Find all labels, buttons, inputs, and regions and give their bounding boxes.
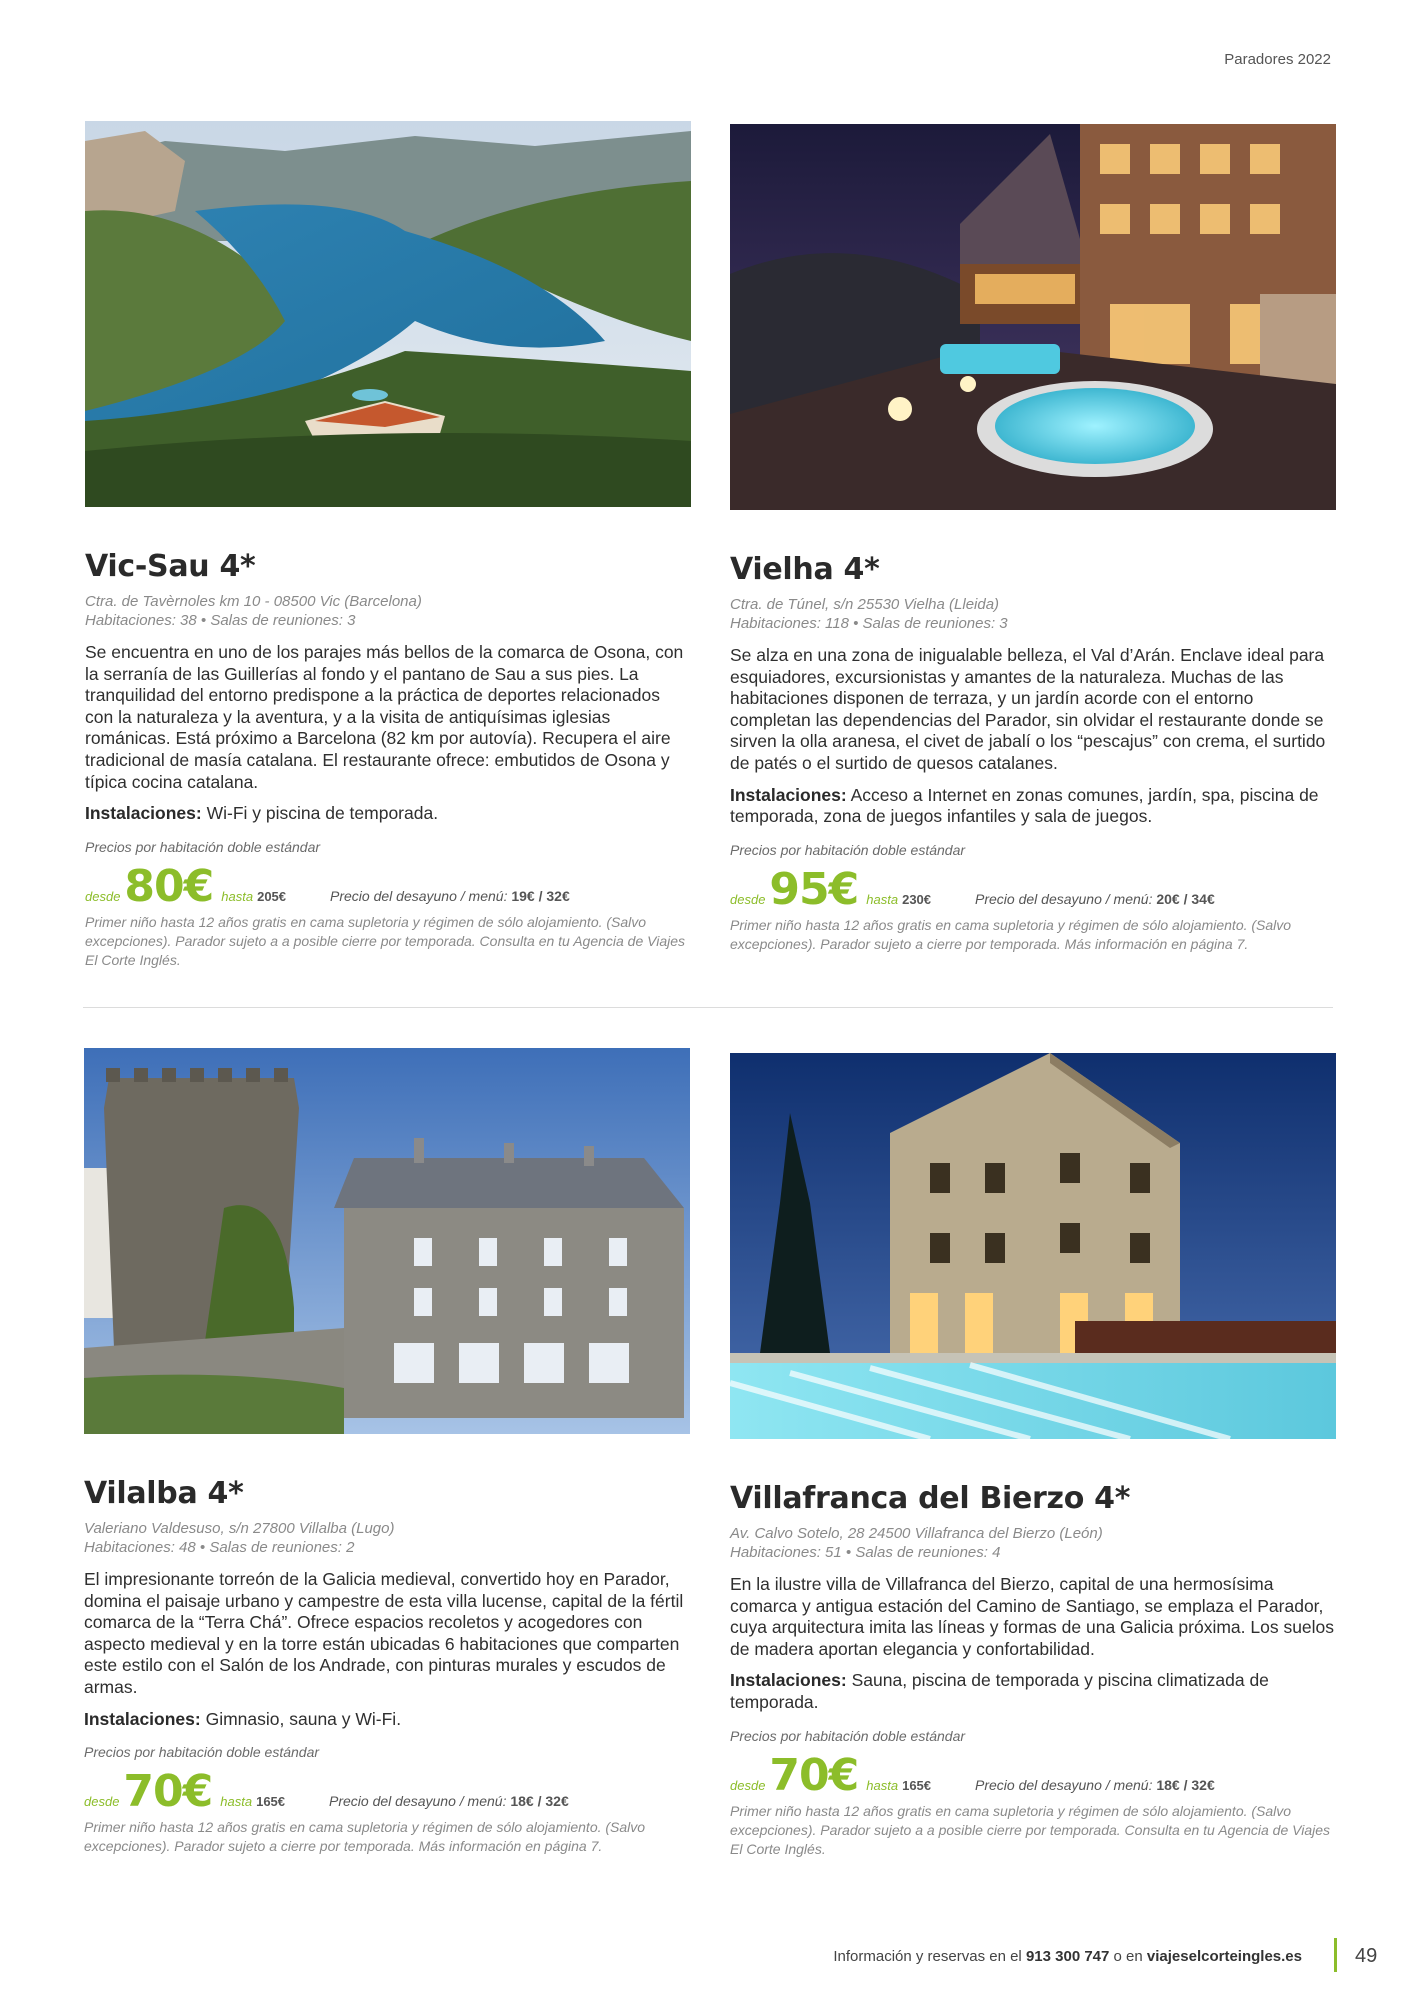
footer-website-link[interactable]: viajeselcorteingles.es (1146, 1948, 1302, 1965)
parador-description: Se encuentra en uno de los parajes más bellos de la comarca de Osona, con la serranía de las Guillerías al fondo y el pantano de Sau a sus pies. La tranquilidad del entorno predispone a la práctica de deportes relacionados con la naturaleza y la aventura, y a la visita de antiquísimas iglesias románicas. Está próximo a Barcelona (82 km por autovía). Recupera el aire tradicional de masía catalana. El restaurante ofrece: embutidos de Osona y típica cocina catalana. (85, 642, 684, 792)
price-from: 80€ (124, 860, 214, 912)
parador-address: Ctra. de Tavèrnoles km 10 - 08500 Vic (Barcelona) (85, 593, 422, 610)
price-to: 205€ (257, 888, 287, 904)
parador-facilities: Instalaciones: Sauna, piscina de temporada y piscina climatizada de temporada. (730, 1670, 1269, 1712)
price-note: Precios por habitación doble estándar (730, 841, 966, 858)
price-note: Precios por habitación doble estándar (730, 1727, 966, 1744)
parador-title: Vic-Sau 4* (85, 549, 256, 584)
publication-header: Paradores 2022 (1224, 51, 1331, 68)
price-to-label: hasta (221, 888, 254, 904)
parador-title: Vielha 4* (730, 552, 880, 587)
price-from: 95€ (769, 863, 859, 915)
parador-facilities: Instalaciones: Acceso a Internet en zonas comunes, jardín, spa, piscina de temporada, zona de juegos infantiles y sala de juegos. (730, 784, 1319, 827)
price-from: 70€ (123, 1766, 213, 1818)
parador-card-vielha (730, 124, 1336, 954)
parador-title: Villafranca del Bierzo 4* (730, 1481, 1131, 1516)
footer-contact: Información y reservas en el 913 300 747 o en viajeselcorteingles.es (833, 1948, 1302, 1965)
parador-description: Se alza en una zona de inigualable belleza, el Val d’Arán. Enclave ideal para esquiadores, excursionistas y amantes de la naturaleza. Muchas de las habitaciones disponen de terraza, y un jardín acorde con el entorno completan las dependencias del Parador, sin olvidar el restaurante donde se sirven la olla aranesa, el civet de jabalí o los “pescajus” con crema, el surtido de patés o el surtido de quesos catalanes. (730, 645, 1326, 773)
fine-print: Primer niño hasta 12 años gratis en cama supletoria y régimen de sólo alojamiento. (Salvo excepciones). Parador sujeto a cierre por temporada. Más información en página 7. (730, 916, 1292, 952)
price-to: 230€ (902, 891, 932, 907)
price-note: Precios por habitación doble estándar (85, 838, 321, 855)
price-to-label: hasta (866, 1777, 899, 1793)
price-to: 165€ (256, 1794, 286, 1810)
price-row (84, 1766, 690, 1818)
breakfast-price: Precio del desayuno / menú: 19€ / 32€ (330, 887, 570, 904)
parador-title: Vilalba 4* (84, 1476, 244, 1511)
price-from-label: desde (730, 1777, 766, 1793)
price-note: Precios por habitación doble estándar (84, 1744, 320, 1761)
footer-phone[interactable]: 913 300 747 (1025, 1948, 1110, 1965)
parador-rooms: Habitaciones: 51 • Salas de reuniones: 4 (730, 1544, 1001, 1561)
price-from-label: desde (84, 1794, 120, 1810)
night-spa-terrace-photo (730, 124, 1336, 510)
price-to-label: hasta (866, 891, 899, 907)
parador-facilities: Instalaciones: Wi-Fi y piscina de temporada. (85, 803, 439, 824)
price-to: 165€ (902, 1777, 932, 1793)
parador-description: En la ilustre villa de Villafranca del Bierzo, capital de una hermosísima comarca y antigua estación del Camino de Santiago, se emplaza el Parador, cuya arquitectura imita las líneas y formas de una Galicia próxima. Los suelos de madera aportan elegancia y confortabilidad. (730, 1574, 1335, 1659)
parador-address: Valeriano Valdesuso, s/n 27800 Villalba (Lugo) (84, 1520, 395, 1537)
price-from-label: desde (730, 891, 766, 907)
fine-print: Primer niño hasta 12 años gratis en cama supletoria y régimen de sólo alojamiento. (Salvo excepciones). Parador sujeto a a posible cierre por temporada. Consulta en tu Agencia de Viajes El Corte Inglés. (85, 913, 686, 968)
parador-card-vilalba (84, 1048, 690, 1856)
reservoir-landscape-photo (85, 121, 691, 507)
price-to-label: hasta (220, 1794, 253, 1810)
dusk-pool-building-photo (730, 1053, 1336, 1439)
parador-description: El impresionante torreón de la Galicia medieval, convertido hoy en Parador, domina el paisaje urbano y campestre de esta villa lucense, capital de la fértil comarca de la “Terra Chá”. Ofrece espacios recoletos y acogedores con aspecto medieval y en la torre están ubicadas 6 habitaciones que comparten este estilo con el Salón de los Andrade, con pinturas murales y escudos de armas. (84, 1569, 684, 1697)
page-number: 49 (1355, 1945, 1378, 1967)
parador-address: Av. Calvo Sotelo, 28 24500 Villafranca del Bierzo (León) (730, 1525, 1103, 1542)
parador-facilities: Instalaciones: Gimnasio, sauna y Wi-Fi. (84, 1708, 402, 1729)
section-divider (83, 1007, 1333, 1008)
parador-card-vic-sau (85, 121, 691, 970)
fine-print: Primer niño hasta 12 años gratis en cama supletoria y régimen de sólo alojamiento. (Salvo excepciones). Parador sujeto a a posible cierre por temporada. Consulta en tu Agencia de Viajes El Corte Inglés. (730, 1802, 1331, 1857)
parador-rooms: Habitaciones: 38 • Salas de reuniones: 3 (85, 612, 356, 629)
price-row (730, 863, 1336, 915)
price-row (730, 1749, 1336, 1801)
fine-print: Primer niño hasta 12 años gratis en cama supletoria y régimen de sólo alojamiento. (Salvo excepciones). Parador sujeto a cierre por temporada. Más información en página 7. (84, 1819, 646, 1855)
footer-accent-bar (1334, 1938, 1337, 1972)
breakfast-price: Precio del desayuno / menú: 18€ / 32€ (329, 1793, 569, 1810)
parador-card-villafranca (730, 1053, 1336, 1859)
parador-rooms: Habitaciones: 48 • Salas de reuniones: 2 (84, 1539, 355, 1556)
parador-address: Ctra. de Túnel, s/n 25530 Vielha (Lleida) (730, 596, 1000, 613)
breakfast-price: Precio del desayuno / menú: 18€ / 32€ (975, 1776, 1215, 1793)
price-row (85, 860, 691, 912)
price-from-label: desde (85, 888, 121, 904)
parador-rooms: Habitaciones: 118 • Salas de reuniones: 3 (730, 615, 1008, 632)
price-from: 70€ (769, 1749, 859, 1801)
medieval-tower-photo (84, 1048, 690, 1434)
breakfast-price: Precio del desayuno / menú: 20€ / 34€ (975, 890, 1215, 907)
